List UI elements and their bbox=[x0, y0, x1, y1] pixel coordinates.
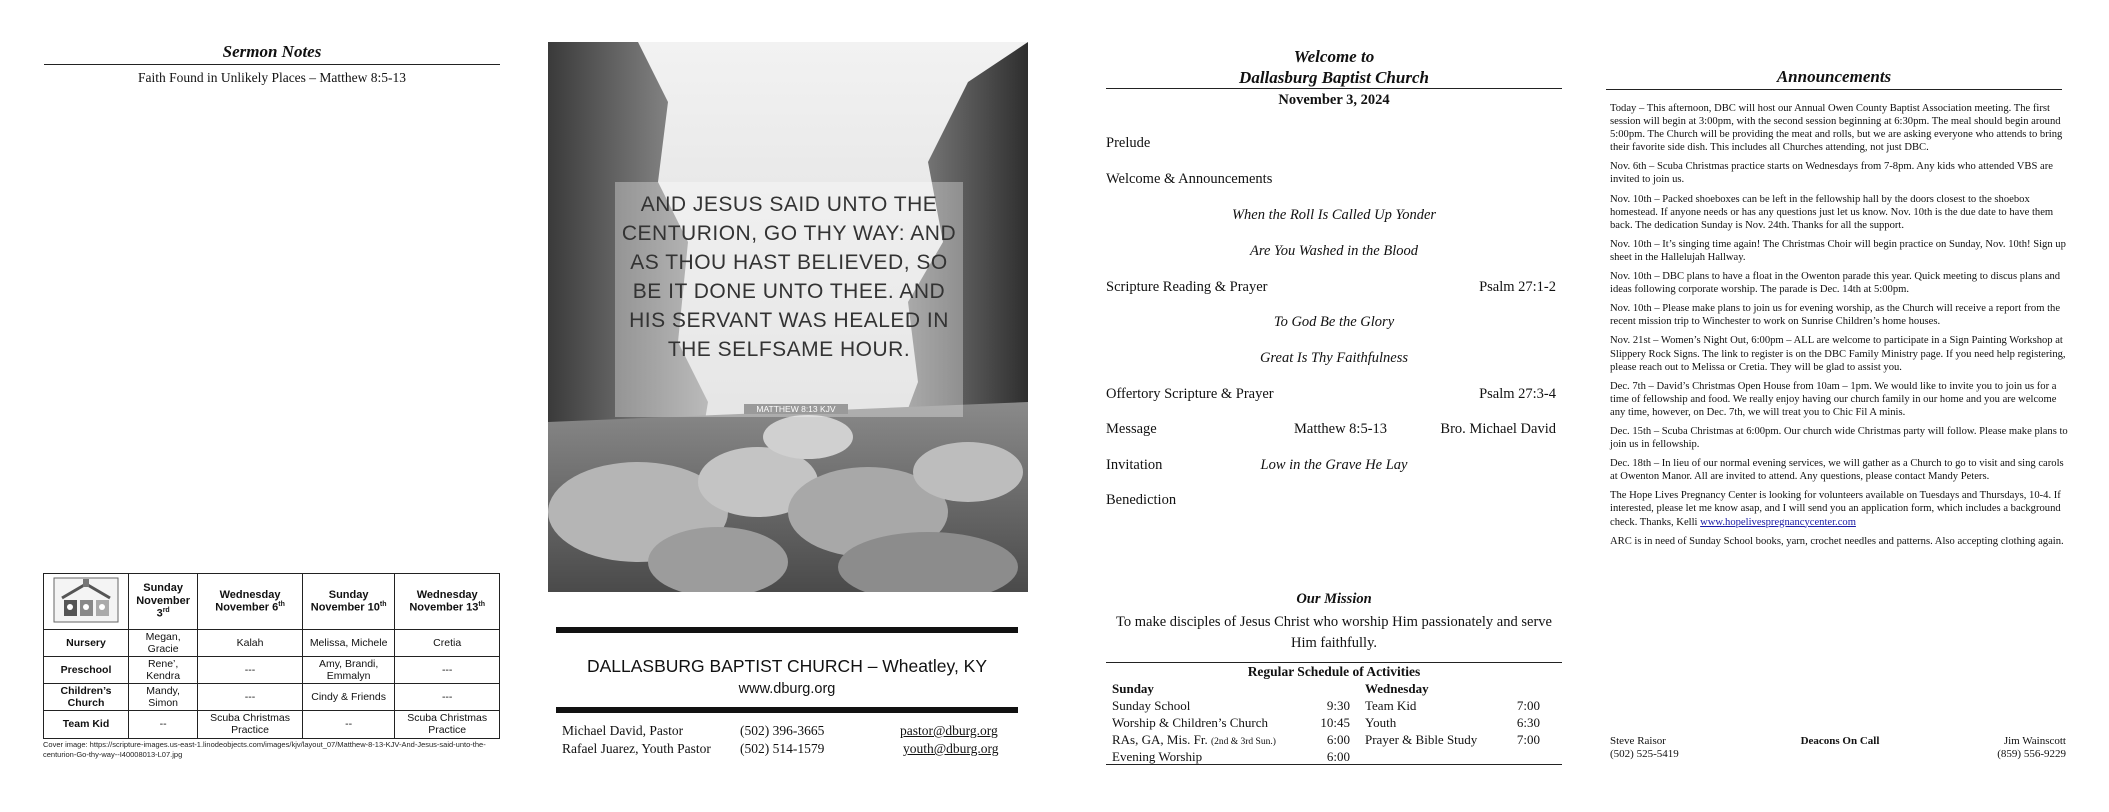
cover-image-credit: Cover image: https://scripture-images.us-east-1.linodeobjects.com/images/kjv/layout_07/Matthew-8-13-KJV-And-Jesus-said-unto-the-centurion-Go-thy-way--I40008013-L07.jpg bbox=[43, 740, 486, 759]
announcement-item: Dec. 7th – David’s Christmas Open House from 10am – 1pm. We would like to invite you to join us for a time of fellowship and food. We really enjoy having our church family in our home and you are welcome any time, however, on Dec. 7th, we will treat you to Chic Fil A minis. bbox=[1610, 380, 2057, 418]
table-cell: Mandy, Simon bbox=[129, 684, 198, 711]
welcome-line1: Welcome to bbox=[1293, 47, 1375, 66]
table-row bbox=[44, 630, 500, 657]
deacons-on-call-title: Deacons On Call bbox=[1800, 735, 1880, 747]
table-cell: Melissa, Michele bbox=[302, 630, 395, 657]
announcement-item: Nov. 10th – Please make plans to join us for evening worship, as the Church will receive a report from the recent mission trip to Winchester to work on Sunrise Children’s home houses. bbox=[1610, 303, 2061, 328]
divider-bar bbox=[556, 707, 1018, 713]
schedule-item: Worship & Children’s Church bbox=[1112, 715, 1269, 730]
table-cell: --- bbox=[198, 684, 303, 711]
schedule-time: 6:30 bbox=[1516, 715, 1540, 730]
table-cell: --- bbox=[395, 657, 500, 684]
announcement-item: ARC is in need of Sunday School books, yarn, crochet needles and patterns. Also accepting clothing again. bbox=[1610, 535, 2064, 547]
staff-email-link[interactable]: pastor@dburg.org bbox=[900, 723, 998, 738]
nursery-col-header: Wednesday November 6th bbox=[198, 574, 303, 630]
table-cell: -- bbox=[129, 711, 198, 738]
service-date: November 3, 2024 bbox=[1278, 92, 1390, 108]
announcement-item: Dec. 15th – Scuba Christmas at 6:00pm. Our church wide Christmas party will follow. Please make plans to join us in fellowship. bbox=[1610, 425, 2068, 451]
announcement-item: Today – This afternoon, DBC will host our Annual Owen County Baptist Association meeting. The first session will begin at 3:00pm, with the second session beginning at 6:30pm. The meal should begin around 5:00pm. The Church will be providing the meat and rolls, but we are asking everyone who attends to bring their favorite side dish. This includes all Churches attending, not just DBC. bbox=[1610, 103, 2063, 154]
table-cell: Rene’, Kendra bbox=[129, 657, 198, 684]
nursery-col-header: Sunday November 10th bbox=[302, 574, 395, 630]
schedule-bottom-rule bbox=[1106, 764, 1562, 765]
cover-quote: AND JESUS SAID UNTO THE CENTURION, GO THY WAY: AND AS THOU HAST BELIEVED, SO BE IT DONE UNTO THEE. AND HIS SERVANT WAS HEALED IN THE SELFSAME HOUR. bbox=[621, 193, 957, 361]
schedule-item: Prayer & Bible Study bbox=[1365, 732, 1478, 747]
sermon-subtitle: Faith Found in Unlikely Places – Matthew 8:5-13 bbox=[137, 70, 407, 85]
announcement-item: Nov. 10th – It’s singing time again! The Christmas Choir will begin practice on Sunday, Nov. 10th! Sign up sheet in the Hallelujah Hallway. bbox=[1610, 238, 2066, 263]
announcement-item: Nov. 10th – DBC plans to have a float in the Owenton parade this year. Quick meeting to discus plans and ideas following corporate worship. The parade is Dec. 14th at 5:00pm. bbox=[1610, 271, 2061, 296]
deacon-right: Jim Wainscott (859) 556-9229 bbox=[1997, 735, 2066, 760]
row-label: Nursery bbox=[44, 630, 129, 657]
sermon-notes-title: Sermon Notes bbox=[44, 42, 500, 65]
nursery-schedule-table bbox=[43, 573, 500, 739]
table-cell: --- bbox=[198, 657, 303, 684]
table-cell: Scuba Christmas Practice bbox=[395, 711, 500, 738]
staff-name: Michael David, Pastor bbox=[562, 723, 684, 738]
table-cell: --- bbox=[395, 684, 500, 711]
schedule-item: Sunday School bbox=[1112, 698, 1191, 713]
schedule-time: 7:00 bbox=[1516, 698, 1540, 713]
announcement-item: Nov. 10th – Packed shoeboxes can be left in the fellowship hall by the doors closest to the shoebox homestead. If anyone needs or has any questions just let us know. Nov. 10th is the due date to have them back. The dedication Sunday is Nov. 24th. Thanks for all the support. bbox=[1610, 193, 2054, 231]
table-cell: -- bbox=[302, 711, 395, 738]
schedule-wednesday-header: Wednesday bbox=[1365, 681, 1429, 696]
staff-name: Rafael Juarez, Youth Pastor bbox=[562, 741, 711, 756]
cover-verse-ref: MATTHEW 8:13 KJV bbox=[744, 404, 848, 414]
announcement-item: Nov. 21st – Women’s Night Out, 6:00pm – ALL are welcome to participate in a Sign Painting Workshop at Slippery Rock Signs. The link to register is on the DBC Family Ministry page. If you need help registering, please reach out to Melissa or Cretia. They will be glad to assist you. bbox=[1610, 335, 2066, 373]
staff-email-link[interactable]: youth@dburg.org bbox=[903, 741, 999, 756]
table-cell: Kalah bbox=[198, 630, 303, 657]
nursery-col-header: Wednesday November 13th bbox=[395, 574, 500, 630]
table-cell: Amy, Brandi, Emmalyn bbox=[302, 657, 395, 684]
nursery-col-header: Sunday November 3rd bbox=[129, 574, 198, 630]
table-cell: Scuba Christmas Practice bbox=[198, 711, 303, 738]
schedule-time: 9:30 bbox=[1326, 698, 1350, 713]
welcome-header bbox=[1106, 46, 1562, 89]
pregnancy-center-link[interactable]: www.hopelivespregnancycenter.com bbox=[1700, 516, 1856, 528]
church-children-logo-icon bbox=[52, 576, 120, 624]
table-cell: Cindy & Friends bbox=[302, 684, 395, 711]
mission-text: To make disciples of Jesus Christ who worship Him passionately and serve Him faithfully. bbox=[1116, 614, 1552, 651]
announcement-item: The Hope Lives Pregnancy Center is looking for volunteers available on Tuesdays and Thursdays, 10-4. If interested, please let me know asap, and I will send you an application form, which includes a background check. Thanks, Kelli www.hopelivespregnancycenter.com bbox=[1610, 490, 2061, 528]
announcement-item: Nov. 6th – Scuba Christmas practice starts on Wednesdays from 7-8pm. Any kids who attended VBS are invited to join us. bbox=[1610, 161, 2053, 186]
announcements-title: Announcements bbox=[1606, 67, 2062, 90]
announcements-list bbox=[1610, 102, 2070, 554]
mission-title: Our Mission bbox=[1296, 591, 1372, 607]
schedule-item: Evening Worship bbox=[1112, 749, 1203, 764]
divider-bar bbox=[556, 627, 1018, 633]
schedule-item: Youth bbox=[1365, 715, 1397, 730]
schedule-time: 7:00 bbox=[1516, 732, 1540, 747]
row-label: Team Kid bbox=[44, 711, 129, 738]
row-label: Preschool bbox=[44, 657, 129, 684]
schedule-time: 10:45 bbox=[1320, 715, 1350, 730]
table-row bbox=[44, 684, 500, 711]
schedule-time: 6:00 bbox=[1326, 749, 1350, 764]
schedule-title: Regular Schedule of Activities bbox=[1106, 662, 1562, 680]
table-row bbox=[44, 657, 500, 684]
row-label: Children’s Church bbox=[44, 684, 129, 711]
schedule-time: 6:00 bbox=[1326, 732, 1350, 747]
deacon-left: Steve Raisor (502) 525-5419 bbox=[1610, 735, 1679, 760]
nursery-logo bbox=[44, 574, 129, 630]
church-website[interactable]: www.dburg.org bbox=[738, 681, 836, 697]
announcement-item: Dec. 18th – In lieu of our normal evening services, we will gather as a Church to go to visit and sing carols at Owenton Manor. All are invited to attend. Any questions, please contact Mandy Peters. bbox=[1610, 458, 2064, 483]
schedule-sunday-header: Sunday bbox=[1112, 681, 1154, 696]
schedule-item: RAs, GA, Mis. Fr. (2nd & 3rd Sun.) bbox=[1112, 732, 1276, 747]
church-title: Dallasburg Baptist Church bbox=[1239, 68, 1429, 87]
table-row bbox=[44, 711, 500, 738]
schedule-item: Team Kid bbox=[1365, 698, 1417, 713]
table-cell: Cretia bbox=[395, 630, 500, 657]
staff-phone: (502) 514-1579 bbox=[740, 741, 825, 756]
staff-phone: (502) 396-3665 bbox=[740, 723, 825, 738]
table-cell: Megan, Gracie bbox=[129, 630, 198, 657]
church-name: DALLASBURG BAPTIST CHURCH – Wheatley, KY bbox=[586, 656, 988, 676]
